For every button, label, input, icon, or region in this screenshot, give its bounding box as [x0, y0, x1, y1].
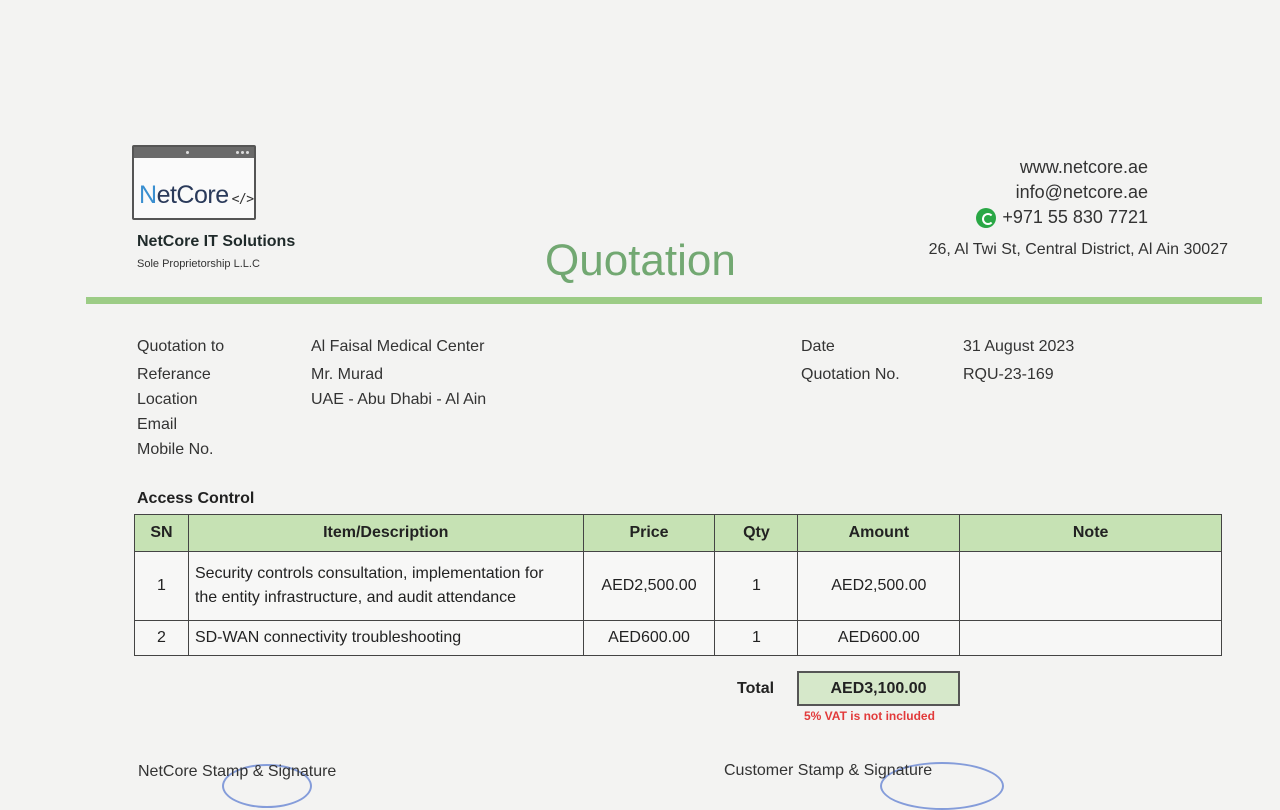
page-title: Quotation — [545, 236, 736, 285]
netcore-logo — [132, 145, 256, 220]
detail-label: Mobile No. — [137, 441, 214, 458]
column-header-amount: Amount — [798, 515, 960, 552]
vat-note: 5% VAT is not included — [804, 709, 935, 723]
phone-row — [976, 205, 1148, 230]
cell-description — [188, 621, 583, 656]
table-row — [135, 552, 1222, 621]
description-line: Security controls consultation, implementation for — [194, 565, 544, 582]
email-link[interactable]: info@netcore.ae — [1015, 182, 1148, 202]
detail-label: Quotation No. — [801, 366, 900, 383]
company-name: NetCore IT Solutions — [137, 233, 296, 250]
logo-window-bar — [134, 147, 254, 158]
cell-sn: 2 — [135, 621, 189, 656]
cell-qty: 1 — [715, 621, 798, 656]
table-header-row — [135, 515, 1222, 552]
description-line: the entity infrastructure, and audit attendance — [194, 589, 517, 606]
company-subtitle: Sole Proprietorship L.L.C — [137, 258, 260, 270]
cell-sn: 1 — [135, 552, 189, 621]
quotation-number: RQU-23-169 — [963, 366, 1054, 383]
cell-amount: AED2,500.00 — [798, 552, 960, 621]
header-divider — [86, 297, 1262, 304]
customer-signature-label: Customer Stamp & Signature — [724, 762, 933, 779]
netcore-signature-label: NetCore Stamp & Signature — [138, 763, 337, 780]
detail-label: Referance — [137, 366, 211, 383]
column-header-sn: SN — [135, 515, 189, 552]
cell-price: AED2,500.00 — [583, 552, 715, 621]
column-header-qty: Qty — [715, 515, 798, 552]
detail-label: Email — [137, 416, 178, 433]
detail-label: Location — [137, 391, 198, 408]
whatsapp-icon — [976, 208, 996, 228]
phone-number[interactable]: +971 55 830 7721 — [1002, 207, 1148, 227]
cell-note — [960, 552, 1222, 621]
cell-amount: AED600.00 — [798, 621, 960, 656]
table-row — [135, 621, 1222, 656]
detail-label: Quotation to — [137, 338, 225, 355]
total-label: Total — [737, 680, 775, 697]
detail-value: Mr. Murad — [311, 366, 384, 383]
cell-note — [960, 621, 1222, 656]
cell-qty: 1 — [715, 552, 798, 621]
description-line: SD-WAN connectivity troubleshooting — [194, 629, 462, 646]
contact-block — [976, 155, 1148, 230]
detail-label: Date — [801, 338, 835, 355]
section-title: Access Control — [137, 490, 255, 507]
total-amount: AED3,100.00 — [797, 671, 960, 706]
items-table — [134, 514, 1222, 656]
quotation-date: 31 August 2023 — [963, 338, 1075, 355]
website-link[interactable]: www.netcore.ae — [1019, 157, 1148, 177]
detail-value: UAE - Abu Dhabi - Al Ain — [311, 391, 487, 408]
cell-price: AED600.00 — [583, 621, 715, 656]
column-header-description: Item/Description — [188, 515, 583, 552]
column-header-note: Note — [960, 515, 1222, 552]
cell-description — [188, 552, 583, 621]
detail-value: Al Faisal Medical Center — [311, 338, 485, 355]
column-header-price: Price — [583, 515, 715, 552]
logo-wordmark: NetCore </> — [139, 181, 254, 209]
company-address: 26, Al Twi St, Central District, Al Ain 30027 — [928, 241, 1228, 258]
